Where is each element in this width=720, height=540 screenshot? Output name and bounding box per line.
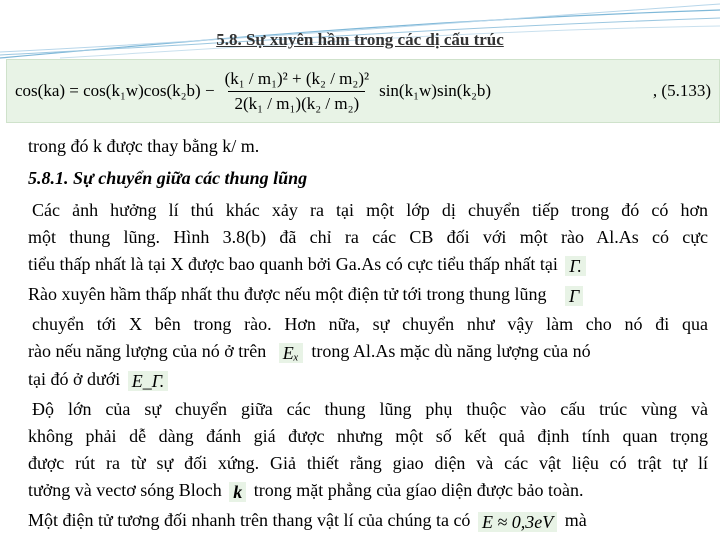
p1-line-4 (28, 284, 708, 306)
p2-line-4b: trong mặt phẳng của gíao diện được bảo toàn. (253, 480, 584, 500)
p1-line-6a: rào nếu năng lượng của nó ở trên (28, 341, 267, 361)
p1-line-3 (28, 254, 708, 276)
intro-text: trong đó k được thay bằng k/ m. (28, 136, 260, 156)
slide-title: 5.8. Sự xuyên hầm trong các dị cấu trúc (216, 30, 504, 49)
p1-line-2: một thung lũng. Hình 3.8(b) đã chỉ ra các CB đối với một rào Al.As có cực (28, 227, 708, 247)
p1-line-7 (28, 369, 708, 391)
p2-line-4a: tưởng và vectơ sóng Bloch (28, 480, 222, 500)
equation-denominator: 2(k₁ / m₁)(k₂ / m₂) (228, 91, 365, 114)
p1-line-1: Các ảnh hưởng lí thú khác xảy ra tại một lớp dị chuyển tiếp trong đó có hơn (32, 200, 708, 220)
gamma-symbol-2: Γ (565, 286, 583, 306)
e-gamma-symbol: E_Γ. (128, 371, 168, 391)
equation-numerator: (k₁ / m₁)² + (k₂ / m₂)² (224, 68, 370, 88)
p2-line-5a: Một điện tử tương đối nhanh trên thang vật lí của chúng ta có (28, 510, 471, 530)
p1-line-5: chuyển tới X bên trong rào. Hơn nữa, sự chuyển như vậy làm cho nó đi qua (32, 314, 708, 334)
ex-symbol: Eₓ (279, 343, 303, 363)
p1-line-6 (28, 341, 708, 363)
p1-line-7-text: tại đó ở dưới (28, 369, 121, 389)
p1-line-3-text: tiểu thấp nhất là tại X được bao quanh bởi Ga.As có cực tiểu thấp nhất tại (28, 254, 558, 274)
gamma-symbol: Γ. (565, 256, 585, 276)
equation-rhs: sin(k₁w)sin(k₂b) (379, 81, 492, 100)
p1-line-4-text: Rào xuyên hầm thấp nhất thu được nếu một điện tử tới trong thung lũng (28, 284, 547, 304)
equation-number: , (5.133) (652, 81, 711, 100)
k-vector-symbol: k (229, 482, 246, 502)
equation-fraction (219, 69, 376, 114)
p2-line-4 (28, 480, 708, 502)
p1-line-6b: trong Al.As mặc dù năng lượng của nó (311, 341, 591, 361)
p2-line-2: không phải dễ dàng đánh giá được nhưng một số kết quả định tính quan trọng (28, 426, 708, 446)
equation-lhs: cos(ka) = cos(k₁w)cos(k₂b) − (15, 81, 215, 100)
p2-line-5 (28, 510, 708, 532)
p2-line-3: được rút ra từ sự đối xứng. Giả thiết rằng giao diện và các vật liệu có trật tự lí (28, 453, 708, 473)
equation (15, 60, 491, 122)
energy-symbol: E ≈ 0,3eV (478, 512, 557, 532)
p2-line-1: Độ lớn của sự chuyển giữa các thung lũng phụ thuộc vào cấu trúc vùng và (32, 399, 708, 419)
subheading: 5.8.1. Sự chuyển giữa các thung lũng (28, 168, 308, 188)
equation-box (6, 59, 720, 123)
p2-line-5b: mà (564, 510, 587, 530)
